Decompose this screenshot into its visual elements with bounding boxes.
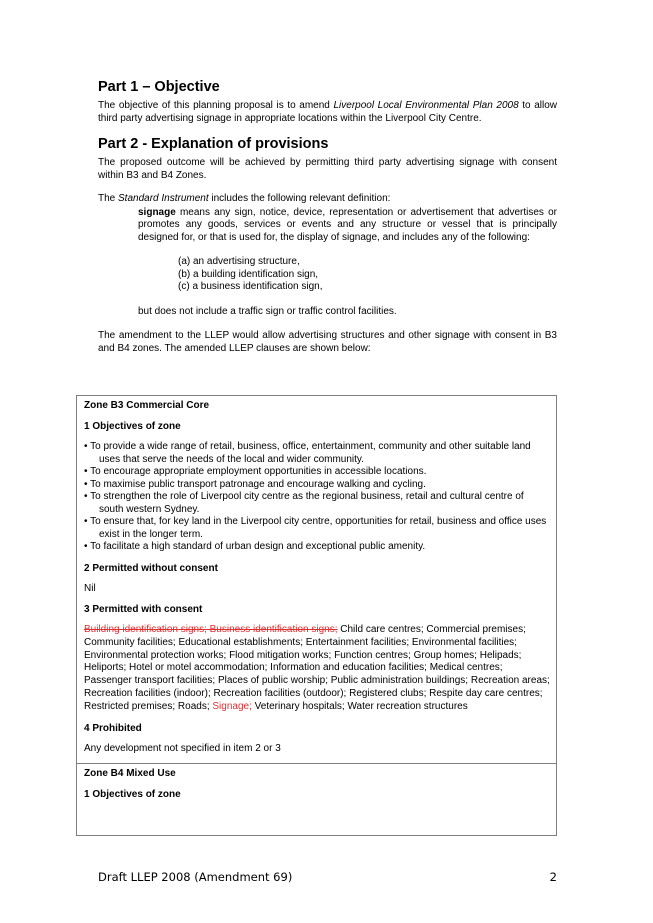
objective-item: • To strengthen the role of Liverpool city centre as the regional business, retail and cultural centre of south western Sydney. xyxy=(84,491,524,515)
outcome-paragraph: The proposed outcome will be achieved by permitting third party advertising signage with consent within B3 and B4 Zones. xyxy=(98,157,557,181)
zone-b4-title: Zone B4 Mixed Use xyxy=(84,768,176,780)
definition-text: means any sign, notice, device, representation or advertisement that advertises or promotes any goods, services or events and any structure or vessel that is principally designed for, or that is used for, the display of signage, and includes any of the following: xyxy=(138,206,557,243)
objective-item: • To facilitate a high standard of urban design and exceptional public amenity. xyxy=(84,541,426,552)
part2-heading: Part 2 - Explanation of provisions xyxy=(98,136,329,152)
si-post: includes the following relevant definition: xyxy=(208,193,391,204)
si-italic: Standard Instrument xyxy=(118,193,209,204)
permitted-with-consent-heading: 3 Permitted with consent xyxy=(84,604,203,615)
inserted-text: Signage; xyxy=(212,700,252,712)
part1-heading: Part 1 – Objective xyxy=(98,79,220,95)
zone-b3-objectives xyxy=(84,441,550,554)
document-body xyxy=(98,78,557,355)
prohibited-heading: 4 Prohibited xyxy=(84,722,142,734)
objective-item: • To maximise public transport patronage and encourage walking and cycling. xyxy=(84,478,426,490)
zone-b4-objectives-heading: 1 Objectives of zone xyxy=(84,789,181,801)
part1-text xyxy=(98,100,557,125)
si-pre: The xyxy=(98,193,119,204)
permitted-list-tail: Veterinary hospitals; Water recreation structures xyxy=(251,700,468,712)
permitted-without-consent-text: Nil xyxy=(84,582,96,594)
zone-table xyxy=(76,395,557,836)
zone-divider xyxy=(77,763,556,764)
footer-document-title: Draft LLEP 2008 (Amendment 69) xyxy=(98,870,293,884)
definition-item: (b) a building identification sign, xyxy=(178,268,319,280)
zone-b3-title: Zone B3 Commercial Core xyxy=(84,400,210,411)
page-number: 2 xyxy=(549,870,557,884)
permitted-list: Child care centres; Commercial premises; Community facilities; Educational establishments; Entertainment facilities; Environmental facilities; Environmental protection works; Flood mitigation works; Function centres; Group homes; Helipads; Heliports; Hotel or motel accommodation; Information and education facilities; Medical centres; Passenger transport facilities; Places of public worship; Public administration buildings; Recreation areas; Recreation facilities (indoor); Recreation facilities (outdoor); Registered clubs; Respite day care centres; Restricted premises; Roads; xyxy=(84,624,550,712)
amendment-paragraph: The amendment to the LLEP would allow advertising structures and other signage with consent in B3 and B4 zones. The amended LLEP clauses are shown below: xyxy=(98,330,557,354)
definition-item: (a) an advertising structure, xyxy=(178,256,300,267)
permitted-with-consent-text xyxy=(84,624,550,714)
permitted-without-consent-heading: 2 Permitted without consent xyxy=(84,562,218,574)
objective-item: • To ensure that, for key land in the Liverpool city centre, opportunities for retail, business and office uses exist in the longer term. xyxy=(84,516,547,540)
objective-item: • To provide a wide range of retail, business, office, entertainment, community and other suitable land uses that serve the needs of the local and wider community. xyxy=(84,441,531,465)
definition-term: signage xyxy=(138,206,176,218)
plan-title: Liverpool Local Environmental Plan 2008 xyxy=(333,100,519,111)
objective-item: • To encourage appropriate employment opportunities in accessible locations. xyxy=(84,466,427,477)
standard-instrument-paragraph xyxy=(98,193,557,206)
part1-text-pre: The objective of this planning proposal is to amend xyxy=(98,100,334,111)
definition-item: (c) a business identification sign, xyxy=(178,281,323,292)
zone-b3-objectives-heading: 1 Objectives of zone xyxy=(84,421,181,432)
prohibited-text: Any development not specified in item 2 or 3 xyxy=(84,742,281,754)
signage-definition xyxy=(138,207,557,245)
definition-list xyxy=(178,256,557,294)
part1-text-post: to allow third party advertising signage in appropriate locations within the Liverpool City Centre. xyxy=(98,100,557,124)
deleted-text: Building identification signs; Business identification signs; xyxy=(84,624,338,635)
definition-exclusion: but does not include a traffic sign or traffic control facilities. xyxy=(138,305,397,317)
page-footer xyxy=(98,870,557,884)
